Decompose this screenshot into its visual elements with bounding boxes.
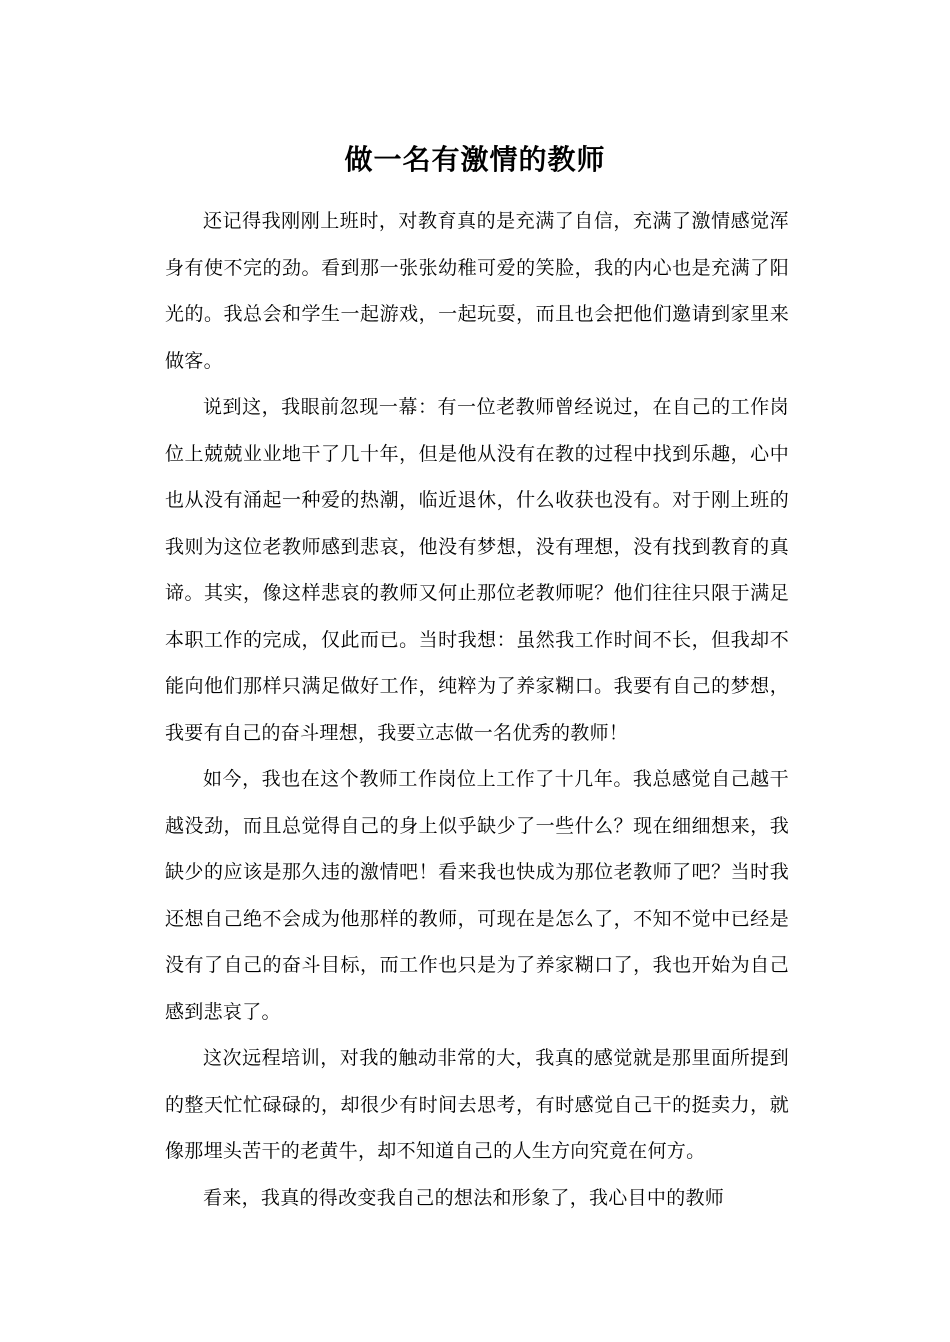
document-body [165,198,789,1221]
paragraph: 说到这，我眼前忽现一幕：有一位老教师曾经说过，在自己的工作岗位上兢兢业业地干了几十年，但是他从没有在教的过程中找到乐趣，心中也从没有涌起一种爱的热潮，临近退休，什么收获也没有。对于刚上班的我则为这位老教师感到悲哀，他没有梦想，没有理想，没有找到教育的真谛。其实，像这样悲哀的教师又何止那位老教师呢？他们往往只限于满足本职工作的完成，仅此而已。当时我想：虽然我工作时间不长，但我却不能向他们那样只满足做好工作，纯粹为了养家糊口。我要有自己的梦想，我要有自己的奋斗理想，我要立志做一名优秀的教师！ [165,396,789,744]
paragraph: 这次远程培训，对我的触动非常的大，我真的感觉就是那里面所提到的整天忙忙碌碌的，却很少有时间去思考，有时感觉自己干的挺卖力，就像那埋头苦干的老黄牛，却不知道自己的人生方向究竟在何方。 [165,1047,789,1162]
paragraph: 看来，我真的得改变我自己的想法和形象了，我心目中的教师 [203,1186,725,1209]
document-title: 做一名有激情的教师 [344,143,606,176]
paragraph: 还记得我刚刚上班时，对教育真的是充满了自信，充满了激情感觉浑身有使不完的劲。看到那一张张幼稚可爱的笑脸，我的内心也是充满了阳光的。我总会和学生一起游戏，一起玩耍，而且也会把他们邀请到家里来做客。 [165,210,789,372]
paragraph: 如今，我也在这个教师工作岗位上工作了十几年。我总感觉自己越干越没劲，而且总觉得自己的身上似乎缺少了一些什么？现在细细想来，我缺少的应该是那久违的激情吧！看来我也快成为那位老教师了吧？当时我还想自己绝不会成为他那样的教师，可现在是怎么了，不知不觉中已经是没有了自己的奋斗目标，而工作也只是为了养家糊口了，我也开始为自己感到悲哀了。 [165,768,789,1023]
